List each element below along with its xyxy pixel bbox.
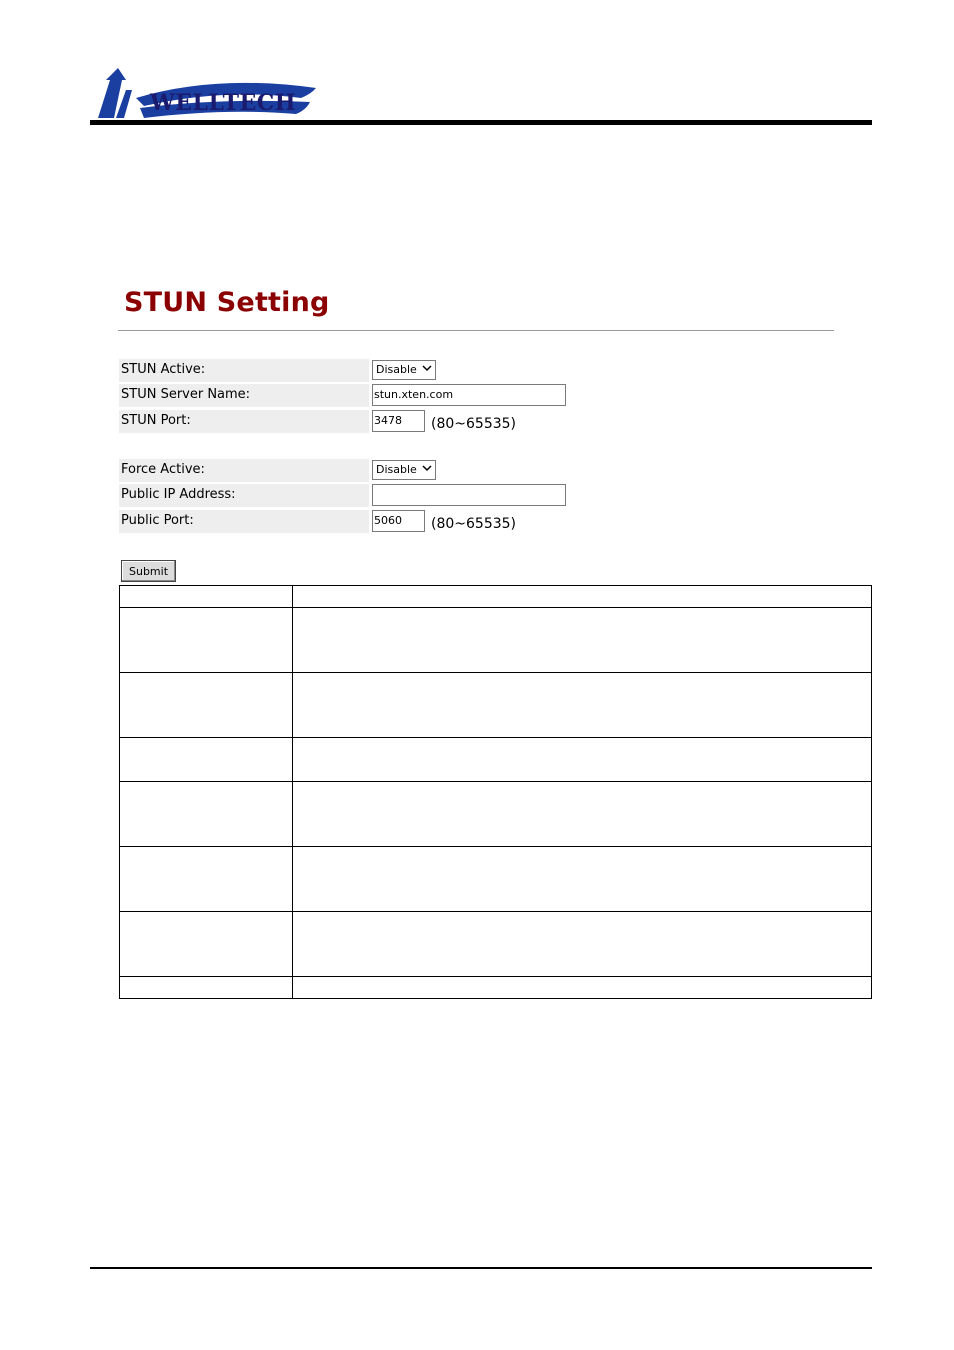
public-port-value: 5060: [374, 514, 402, 527]
table-cell-description: [293, 912, 872, 977]
submit-button[interactable]: Submit: [121, 560, 176, 582]
table-cell-field: [120, 847, 293, 912]
stun-server-name-value: stun.xten.com: [374, 388, 454, 401]
table-cell-field: [120, 586, 293, 608]
table-row: [120, 586, 872, 608]
table-cell-field: [120, 608, 293, 673]
stun-port-label: STUN Port:: [121, 413, 191, 428]
footer-divider: [90, 1267, 872, 1269]
header-divider: [90, 120, 872, 125]
force-active-value: Disable: [376, 463, 417, 476]
public-ip-row: [119, 484, 369, 507]
table-row: [120, 673, 872, 738]
chevron-down-icon: [422, 463, 432, 473]
chevron-down-icon: [422, 363, 432, 373]
table-cell-description: [293, 673, 872, 738]
table-cell-field: [120, 738, 293, 782]
stun-server-name-label: STUN Server Name:: [121, 387, 251, 402]
table-cell-description: [293, 782, 872, 847]
force-active-select[interactable]: [372, 460, 436, 480]
table-row: [120, 608, 872, 673]
public-port-range-hint: (80~65535): [431, 516, 517, 532]
table-cell-description: [293, 738, 872, 782]
table-row: [120, 977, 872, 999]
table-row: [120, 847, 872, 912]
stun-port-range-hint: (80~65535): [431, 416, 517, 432]
public-port-row: [119, 510, 369, 533]
table-cell-field: [120, 673, 293, 738]
public-ip-input[interactable]: [372, 484, 566, 506]
title-divider: [118, 330, 834, 331]
table-row: [120, 738, 872, 782]
table-cell-field: [120, 912, 293, 977]
table-cell-description: [293, 586, 872, 608]
table-cell-description: [293, 977, 872, 999]
stun-active-label: STUN Active:: [121, 362, 206, 377]
page-title: STUN Setting: [124, 287, 330, 318]
table-cell-field: [120, 977, 293, 999]
description-table: [119, 585, 872, 999]
public-port-label: Public Port:: [121, 513, 194, 528]
stun-port-input[interactable]: [372, 410, 425, 432]
stun-server-name-input[interactable]: [372, 384, 566, 406]
table-cell-description: [293, 847, 872, 912]
stun-server-name-row: [119, 384, 369, 407]
stun-port-row: [119, 410, 369, 433]
table-row: [120, 782, 872, 847]
stun-active-value: Disable: [376, 363, 417, 376]
table-row: [120, 912, 872, 977]
table-cell-field: [120, 782, 293, 847]
stun-active-row: [119, 359, 369, 382]
public-ip-label: Public IP Address:: [121, 487, 236, 502]
force-active-label: Force Active:: [121, 462, 205, 477]
table-cell-description: [293, 608, 872, 673]
force-active-row: [119, 459, 369, 482]
stun-active-select[interactable]: [372, 360, 436, 380]
brand-name: WELLTECH: [150, 90, 297, 116]
public-port-input[interactable]: [372, 510, 425, 532]
stun-port-value: 3478: [374, 414, 402, 427]
